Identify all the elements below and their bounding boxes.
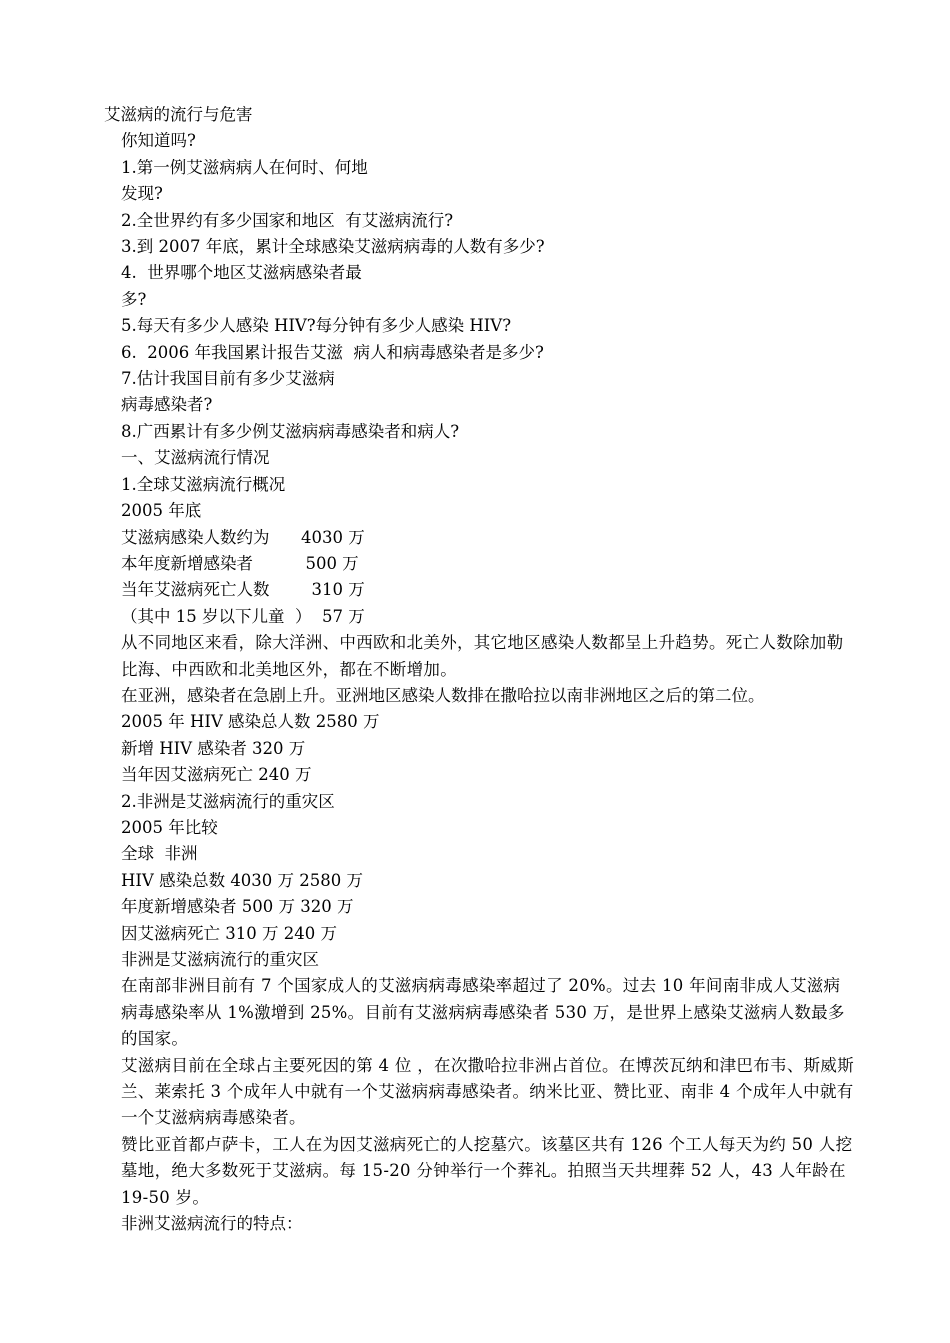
stat-line: 2005 年 HIV 感染总人数 2580 万 — [121, 712, 380, 732]
paragraph: 艾滋病目前在全球占主要死因的第 4 位 ，在次撒哈拉非洲占首位。在博茨瓦纳和津巴布韦、斯威斯兰、莱索托 3 个成年人中就有一个艾滋病病毒感染者。纳米比亚、赞比亚、南非 4 个成年人中就有一个艾滋病病毒感染者。 — [121, 1055, 855, 1128]
stat-line: 本年度新增感染者 500 万 — [121, 553, 359, 573]
paragraph: 从不同地区来看，除大洋洲、中西欧和北美外，其它地区感染人数都呈上升趋势。死亡人数除加勒比海、中西欧和北美地区外，都在不断增加。 — [121, 633, 844, 679]
subsection-heading-1: 1.全球艾滋病流行概况 — [121, 474, 286, 494]
stat-line: HIV 感染总数 4030 万 2580 万 — [121, 870, 364, 890]
question-5: 5.每天有多少人感染 HIV?每分钟有多少人感染 HIV? — [121, 316, 512, 336]
question-8: 8.广西累计有多少例艾滋病病毒感染者和病人? — [121, 421, 460, 441]
question-6: 6. 2006 年我国累计报告艾滋 病人和病毒感染者是多少? — [121, 342, 544, 362]
paragraph: 在亚洲，感染者在急剧上升。亚洲地区感染人数排在撒哈拉以南非洲地区之后的第二位。 — [121, 685, 765, 705]
section-heading-1: 一、艾滋病流行情况 — [121, 448, 270, 468]
text-line: 2005 年底 — [121, 501, 202, 521]
question-7: 7.估计我国目前有多少艾滋病 — [121, 369, 335, 389]
document-title: 艾滋病的流行与危害 — [104, 105, 253, 124]
stat-line: 新增 HIV 感染者 320 万 — [121, 738, 306, 758]
paragraph: 在南部非洲目前有 7 个国家成人的艾滋病病毒感染率超过了 20%。过去 10 年间南非成人艾滋病病毒感染率从 1%激增到 25%。目前有艾滋病病毒感染者 530 万，是世界上感染艾滋病人数最多的国家。 — [121, 976, 845, 1049]
question-4-cont: 多? — [121, 289, 147, 309]
subsection-heading-2: 2.非洲是艾滋病流行的重灾区 — [121, 791, 335, 811]
paragraph: 赞比亚首都卢萨卡，工人在为因艾滋病死亡的人挖墓穴。该墓区共有 126 个工人每天为约 50 人挖墓地，绝大多数死于艾滋病。每 15-20 分钟举行一个葬礼。拍照当天共埋葬 52 人，43 人年龄在 19-50 岁。 — [121, 1134, 853, 1207]
stat-line: （其中 15 岁以下儿童 ） 57 万 — [121, 606, 365, 626]
stat-line: 年度新增感染者 500 万 320 万 — [121, 897, 354, 917]
question-7-cont: 病毒感染者? — [121, 395, 213, 415]
question-3: 3.到 2007 年底，累计全球感染艾滋病病毒的人数有多少? — [121, 237, 545, 257]
stat-line: 当年因艾滋病死亡 240 万 — [121, 765, 312, 785]
text-line: 2005 年比较 — [121, 817, 218, 837]
document-page — [104, 102, 856, 1237]
text-line: 非洲艾滋病流行的特点： — [121, 1214, 303, 1234]
question-1: 1.第一例艾滋病病人在何时、何地 — [121, 157, 368, 177]
stat-line: 当年艾滋病死亡人数 310 万 — [121, 580, 365, 600]
text-line: 你知道吗? — [121, 131, 196, 151]
question-4: 4. 世界哪个地区艾滋病感染者最 — [121, 263, 362, 283]
stat-line: 艾滋病感染人数约为 4030 万 — [121, 527, 365, 547]
stat-line: 因艾滋病死亡 310 万 240 万 — [121, 923, 337, 943]
question-1-cont: 发现? — [121, 184, 163, 204]
question-2: 2.全世界约有多少国家和地区 有艾滋病流行? — [121, 210, 454, 230]
text-line: 全球 非洲 — [121, 844, 198, 864]
text-line: 非洲是艾滋病流行的重灾区 — [121, 950, 319, 969]
